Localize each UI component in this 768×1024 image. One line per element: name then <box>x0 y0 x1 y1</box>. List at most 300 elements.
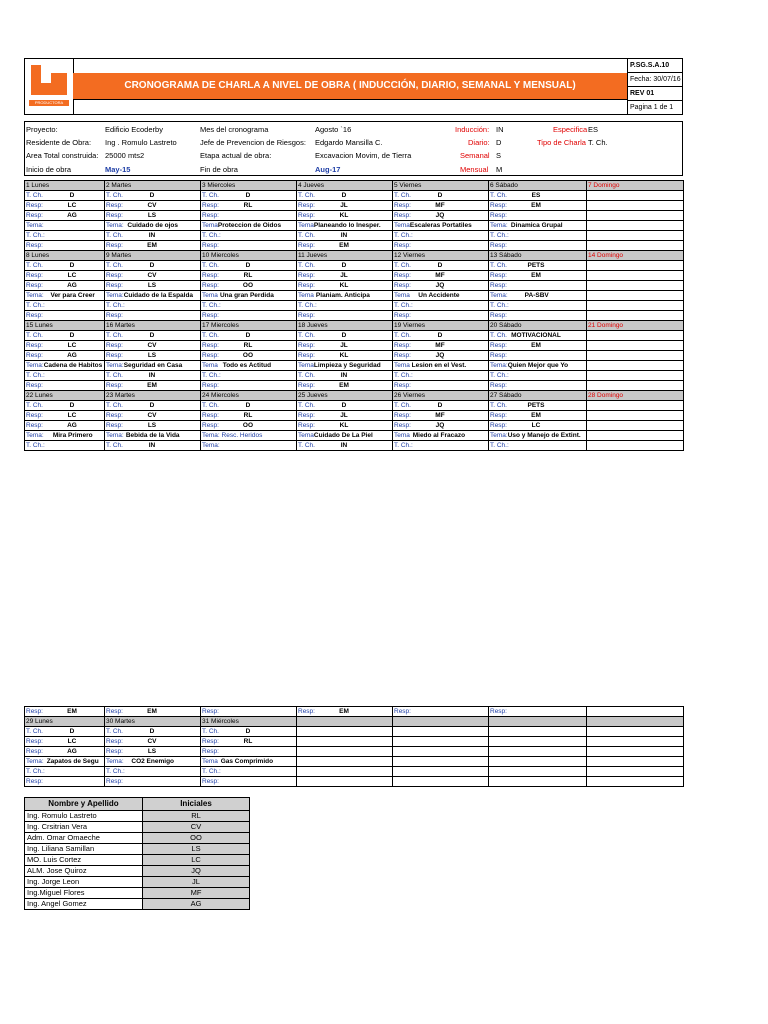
cell-value: Uso y Manejo de Extint. <box>507 432 581 439</box>
calendar-cell <box>393 281 489 291</box>
cell-label: Tema: <box>106 292 124 299</box>
calendar-cell <box>25 757 105 767</box>
calendar-cell <box>489 191 587 201</box>
calendar-cell <box>297 401 393 411</box>
calendar-cell <box>201 707 297 717</box>
cell-value: D <box>245 192 251 199</box>
doc-rev: REV 01 <box>628 87 683 101</box>
cell-label: Resp: <box>490 708 507 715</box>
cell-value: Mira Primero <box>52 432 93 439</box>
cell-value: Seguridad en Casa <box>123 362 183 369</box>
inicio-label: Inicio de obra <box>26 165 72 174</box>
cell-value: CV <box>147 738 157 745</box>
cell-label: Resp: <box>490 352 507 359</box>
cell-label: Resp: <box>394 708 411 715</box>
cell-value: EM <box>339 242 349 249</box>
day-header: 11 Jueves <box>297 251 393 261</box>
calendar-cell <box>25 767 105 777</box>
tipo-value: T. Ch. <box>588 138 608 147</box>
calendar-cell <box>489 361 587 371</box>
logo-text: PRODUCTORA <box>29 100 69 106</box>
cell-value: Un Accidente <box>418 292 460 299</box>
cell-label: Tema <box>202 758 218 765</box>
mensual-label: Mensual <box>460 165 489 174</box>
calendar-cell <box>25 311 105 321</box>
calendar-row <box>25 241 684 251</box>
mes-value: Agosto `16 <box>315 125 352 134</box>
cell-value: Dinamica Grupal <box>510 222 563 229</box>
cell-label: Resp: <box>490 202 507 209</box>
cell-label: Tema: <box>26 758 44 765</box>
cell-label: Resp: <box>106 708 123 715</box>
cell-label: T. Ch.: <box>490 302 509 309</box>
cell-value: D <box>69 728 75 735</box>
cell-value: Escaleras Portatiles <box>409 222 472 229</box>
calendar-cell <box>25 431 105 441</box>
cell-value: Bebida de la Vida <box>125 432 180 439</box>
names-row <box>25 899 250 910</box>
cell-label: T. Ch. <box>106 332 123 339</box>
calendar-cell <box>489 201 587 211</box>
sunday-cell <box>587 311 684 321</box>
calendar-cell <box>201 767 297 777</box>
cell-label: Resp: <box>490 422 507 429</box>
calendar-row <box>25 727 684 737</box>
cell-label: T. Ch. <box>106 262 123 269</box>
cell-value: CV <box>147 202 157 209</box>
cell-label: T. Ch. <box>26 402 43 409</box>
calendar-cell <box>201 211 297 221</box>
proyecto-value: Edificio Ecoderby <box>105 125 163 134</box>
sunday-cell <box>587 271 684 281</box>
cell-value: CV <box>147 272 157 279</box>
calendar-cell <box>393 767 489 777</box>
cell-value: EM <box>531 342 541 349</box>
calendar-cell <box>297 767 393 777</box>
day-header: 23 Martes <box>105 391 201 401</box>
calendar-cell <box>201 401 297 411</box>
cell-label: Resp: <box>106 312 123 319</box>
person-initials: OO <box>143 833 250 844</box>
calendar-cell <box>201 351 297 361</box>
person-initials: CV <box>143 822 250 833</box>
calendar-cell <box>297 747 393 757</box>
cell-value: MF <box>435 342 445 349</box>
calendar-cell <box>105 291 201 301</box>
cell-value: JL <box>340 342 348 349</box>
calendar-row <box>25 737 684 747</box>
calendar-cell <box>393 291 489 301</box>
calendar-row <box>25 431 684 441</box>
calendar-cell <box>25 291 105 301</box>
cell-label: T. Ch.: <box>202 232 221 239</box>
cell-label: Resp: <box>298 272 315 279</box>
calendar-cell <box>489 747 587 757</box>
cell-value: Cuidado De La Piel <box>313 432 373 439</box>
calendar-cell <box>393 191 489 201</box>
area-value: 25000 mts2 <box>105 151 145 160</box>
calendar-cell <box>105 341 201 351</box>
cell-label: Resp: <box>490 212 507 219</box>
semanal-value: S <box>496 151 502 160</box>
calendar-cell <box>201 757 297 767</box>
cell-label: T. Ch. <box>298 262 315 269</box>
calendar-cell <box>25 201 105 211</box>
calendar-cell <box>393 211 489 221</box>
cell-label: Resp: <box>394 342 411 349</box>
names-row <box>25 888 250 899</box>
cell-label: Resp: <box>26 778 43 785</box>
cell-value: MF <box>435 202 445 209</box>
sunday-cell <box>587 757 684 767</box>
cell-value: D <box>341 192 347 199</box>
calendar-cell <box>105 401 201 411</box>
day-header-row <box>25 251 684 261</box>
calendar-cell <box>105 777 201 787</box>
cell-label: Resp: <box>202 708 219 715</box>
cell-label: Resp: <box>298 412 315 419</box>
calendar-cell <box>25 331 105 341</box>
induccion-value: IN <box>496 125 504 134</box>
person-initials: JQ <box>143 866 250 877</box>
cell-label: Resp: <box>202 778 219 785</box>
cell-value: AG <box>67 282 77 289</box>
calendar-cell <box>105 421 201 431</box>
calendar-cell <box>25 441 105 451</box>
sunday-cell <box>587 291 684 301</box>
calendar-cell <box>489 241 587 251</box>
cell-value: D <box>437 332 443 339</box>
calendar-cell <box>393 777 489 787</box>
especifica-value: ES <box>588 125 599 134</box>
cell-label: Resp: <box>490 412 507 419</box>
calendar-cell <box>105 301 201 311</box>
calendar-cell <box>393 411 489 421</box>
cell-value: D <box>69 332 75 339</box>
calendar-cell <box>489 381 587 391</box>
fin-value: Aug-17 <box>315 165 341 174</box>
cell-value: MF <box>435 272 445 279</box>
calendar-cell <box>105 241 201 251</box>
cell-value: CV <box>147 342 157 349</box>
cell-label: T. Ch.: <box>202 768 221 775</box>
cell-label: Resp: <box>106 738 123 745</box>
cell-value: EM <box>531 202 541 209</box>
cell-label: T. Ch. <box>298 332 315 339</box>
calendar-cell <box>393 261 489 271</box>
cell-value: KL <box>339 282 349 289</box>
cell-value: Cuidado de la Espalda <box>123 292 194 299</box>
person-name: ALM. Jose Quiroz <box>25 866 143 877</box>
calendar-cell <box>393 707 489 717</box>
calendar-cell <box>105 737 201 747</box>
calendar-cell <box>393 371 489 381</box>
cell-label: Tema <box>298 362 314 369</box>
person-name: Ing. Crsitrian Vera <box>25 822 143 833</box>
cell-value: CO2 Enemigo <box>131 758 175 765</box>
cell-label: Tema: <box>202 442 220 449</box>
cell-label: Resp: <box>298 708 315 715</box>
cell-label: Tema: <box>490 362 508 369</box>
cell-value: Limpieza y Seguridad <box>313 362 381 369</box>
day-header: 8 Lunes <box>25 251 105 261</box>
cell-value: EM <box>67 708 77 715</box>
cell-label: T. Ch. <box>26 728 43 735</box>
cell-label: T. Ch. <box>106 728 123 735</box>
day-header: 19 Viernes <box>393 321 489 331</box>
cell-label: Resp: <box>26 342 43 349</box>
calendar-cell <box>105 361 201 371</box>
calendar-cell <box>297 737 393 747</box>
cell-label: Resp: <box>394 282 411 289</box>
calendar-row <box>25 361 684 371</box>
cell-label: Resp: <box>394 312 411 319</box>
cell-label: T. Ch.: <box>394 232 413 239</box>
calendar-cell <box>105 261 201 271</box>
calendar-cell <box>201 261 297 271</box>
cell-label: Tema <box>394 432 410 439</box>
cell-label: Resp: <box>202 422 219 429</box>
sunday-cell <box>587 201 684 211</box>
company-logo <box>25 59 74 114</box>
diario-value: D <box>496 138 502 147</box>
calendar-cell <box>297 191 393 201</box>
calendar-cell <box>297 727 393 737</box>
calendar-cell <box>105 201 201 211</box>
day-header: 24 Miercoles <box>201 391 297 401</box>
cell-value: D <box>437 402 443 409</box>
sunday-cell <box>587 401 684 411</box>
calendar-cell <box>489 231 587 241</box>
calendar-cell <box>297 431 393 441</box>
cell-label: Resp: <box>202 738 219 745</box>
calendar-cell <box>201 737 297 747</box>
person-name: Ing. Jorge Leon <box>25 877 143 888</box>
day-header: 14 Domingo <box>587 251 684 261</box>
day-header: 22 Lunes <box>25 391 105 401</box>
calendar-cell <box>201 747 297 757</box>
cell-label: Tema <box>394 222 410 229</box>
cell-value: OO <box>242 352 254 359</box>
calendar-cell <box>25 231 105 241</box>
calendar-row <box>25 747 684 757</box>
calendar-row <box>25 777 684 787</box>
cell-label: T. Ch. <box>106 402 123 409</box>
names-row <box>25 822 250 833</box>
calendar-cell <box>25 221 105 231</box>
calendar-cell <box>201 311 297 321</box>
day-header: 2 Martes <box>105 181 201 191</box>
cell-label: T. Ch. <box>202 262 219 269</box>
calendar-cell <box>489 727 587 737</box>
mensual-value: M <box>496 165 503 174</box>
cell-value: D <box>149 192 155 199</box>
cell-label: Resp: <box>202 272 219 279</box>
cell-label: Resp: <box>106 422 123 429</box>
etapa-label: Etapa actual de obra: <box>200 151 272 160</box>
calendar-cell <box>105 381 201 391</box>
area-label: Area Total construida: <box>26 151 99 160</box>
cell-value: Cuidado de ojos <box>127 222 178 229</box>
day-header-row <box>25 181 684 191</box>
day-header: 4 Jueves <box>297 181 393 191</box>
cell-value: D <box>341 262 347 269</box>
names-header-initials: Iniciales <box>143 798 250 811</box>
cell-value: KL <box>339 212 349 219</box>
calendar-cell <box>297 331 393 341</box>
cell-label: Resp: <box>106 272 123 279</box>
cell-label: Resp: <box>202 312 219 319</box>
cell-label: T. Ch.: <box>26 372 45 379</box>
cell-label: Resp: <box>26 412 43 419</box>
cell-label: T. Ch. <box>490 192 507 199</box>
calendar-cell <box>297 311 393 321</box>
calendar-cell <box>489 411 587 421</box>
calendar-cell <box>25 281 105 291</box>
cell-label: Tema: <box>106 362 124 369</box>
document-header <box>24 58 683 115</box>
calendar-cell <box>25 361 105 371</box>
doc-page: Pagina 1 de 1 <box>630 104 674 111</box>
day-header: 16 Martes <box>105 321 201 331</box>
cell-label: Resp: <box>202 282 219 289</box>
day-header: 21 Domingo <box>587 321 684 331</box>
cell-value: JL <box>340 412 348 419</box>
cell-label: Resp: <box>490 382 507 389</box>
calendar-row <box>25 707 684 717</box>
person-initials: MF <box>143 888 250 899</box>
diario-label: Diario: <box>468 138 490 147</box>
cell-label: Resp: <box>26 212 43 219</box>
calendar-cell <box>297 441 393 451</box>
sunday-cell <box>587 727 684 737</box>
cell-label: Tema: <box>490 222 508 229</box>
cell-value: LC <box>67 342 77 349</box>
calendar-row <box>25 341 684 351</box>
sunday-cell <box>587 361 684 371</box>
cell-value: D <box>149 402 155 409</box>
cell-label: Resp: <box>202 352 219 359</box>
calendar-row <box>25 371 684 381</box>
calendar-cell <box>25 301 105 311</box>
calendar-cell <box>201 271 297 281</box>
calendar-cell <box>297 341 393 351</box>
cell-label: Tema <box>394 362 410 369</box>
calendar-cell <box>393 747 489 757</box>
cell-label: Resp: <box>394 422 411 429</box>
calendar-cell <box>297 777 393 787</box>
day-header: 20 Sábado <box>489 321 587 331</box>
cell-value: MOTIVACIONAL <box>511 332 561 339</box>
document-meta <box>627 59 683 114</box>
cell-label: Tema: <box>490 432 508 439</box>
calendar-cell <box>25 381 105 391</box>
calendar-cell <box>105 707 201 717</box>
calendar-cell <box>393 301 489 311</box>
names-row <box>25 866 250 877</box>
cell-label: Tema <box>298 432 314 439</box>
cell-value: LS <box>147 352 157 359</box>
calendar-cell <box>489 441 587 451</box>
cell-label: T. Ch. <box>298 442 315 449</box>
cell-value: AG <box>67 212 77 219</box>
day-header: 9 Martes <box>105 251 201 261</box>
cell-value: LC <box>67 738 77 745</box>
cell-value: LS <box>147 282 157 289</box>
calendar-cell <box>297 291 393 301</box>
project-info <box>24 121 683 176</box>
calendar-cell <box>25 707 105 717</box>
person-initials: JL <box>143 877 250 888</box>
cell-label: T. Ch.: <box>394 372 413 379</box>
cell-label: T. Ch.: <box>106 768 125 775</box>
cell-value: Cadena de Habitos <box>43 362 103 369</box>
day-header <box>489 717 587 727</box>
sunday-cell <box>587 281 684 291</box>
day-header: 27 Sábado <box>489 391 587 401</box>
calendar-cell <box>201 411 297 421</box>
cell-label: Tema: <box>26 432 44 439</box>
cell-label: Resp: <box>490 342 507 349</box>
calendar-cell <box>297 421 393 431</box>
cell-label: Resp: <box>26 738 43 745</box>
cell-label: T. Ch. <box>26 262 43 269</box>
sunday-cell <box>587 707 684 717</box>
cell-label: Resp: <box>106 352 123 359</box>
cell-value: D <box>245 402 251 409</box>
cell-value: EM <box>147 708 157 715</box>
day-header <box>587 717 684 727</box>
cell-label: T. Ch.: <box>26 442 45 449</box>
cell-label: Tema <box>298 292 314 299</box>
cell-value: JQ <box>435 282 445 289</box>
calendar-cell <box>489 291 587 301</box>
calendar-weeks-1-4 <box>24 180 684 451</box>
calendar-cell <box>489 431 587 441</box>
cell-label: Resp: <box>106 202 123 209</box>
calendar-cell <box>25 351 105 361</box>
cell-label: T. Ch. <box>202 402 219 409</box>
calendar-cell <box>105 191 201 201</box>
person-name: Ing. Liliana Samillan <box>25 844 143 855</box>
cell-label: Tema <box>202 292 218 299</box>
calendar-cell <box>489 371 587 381</box>
cell-label: T. Ch. <box>26 192 43 199</box>
calendar-cell <box>25 241 105 251</box>
cell-label: T. Ch.: <box>490 372 509 379</box>
calendar-cell <box>105 767 201 777</box>
calendar-cell <box>25 271 105 281</box>
tipo-label: Tipo de Charla <box>537 138 586 147</box>
cell-value: D <box>341 402 347 409</box>
calendar-cell <box>105 331 201 341</box>
cell-value: RL <box>243 738 253 745</box>
calendar-cell <box>489 331 587 341</box>
cell-value: LS <box>147 422 157 429</box>
cell-value: LC <box>531 422 541 429</box>
calendar-cell <box>393 431 489 441</box>
cell-label: T. Ch. <box>106 192 123 199</box>
cell-value: JQ <box>435 352 445 359</box>
cell-value: AG <box>67 748 77 755</box>
cell-label: Tema <box>202 362 218 369</box>
semanal-label: Semanal <box>460 151 490 160</box>
calendar-cell <box>393 441 489 451</box>
cell-value: IN <box>340 372 348 379</box>
cell-value: Todo es Actitud <box>222 362 272 369</box>
calendar-cell <box>201 331 297 341</box>
calendar-cell <box>201 281 297 291</box>
